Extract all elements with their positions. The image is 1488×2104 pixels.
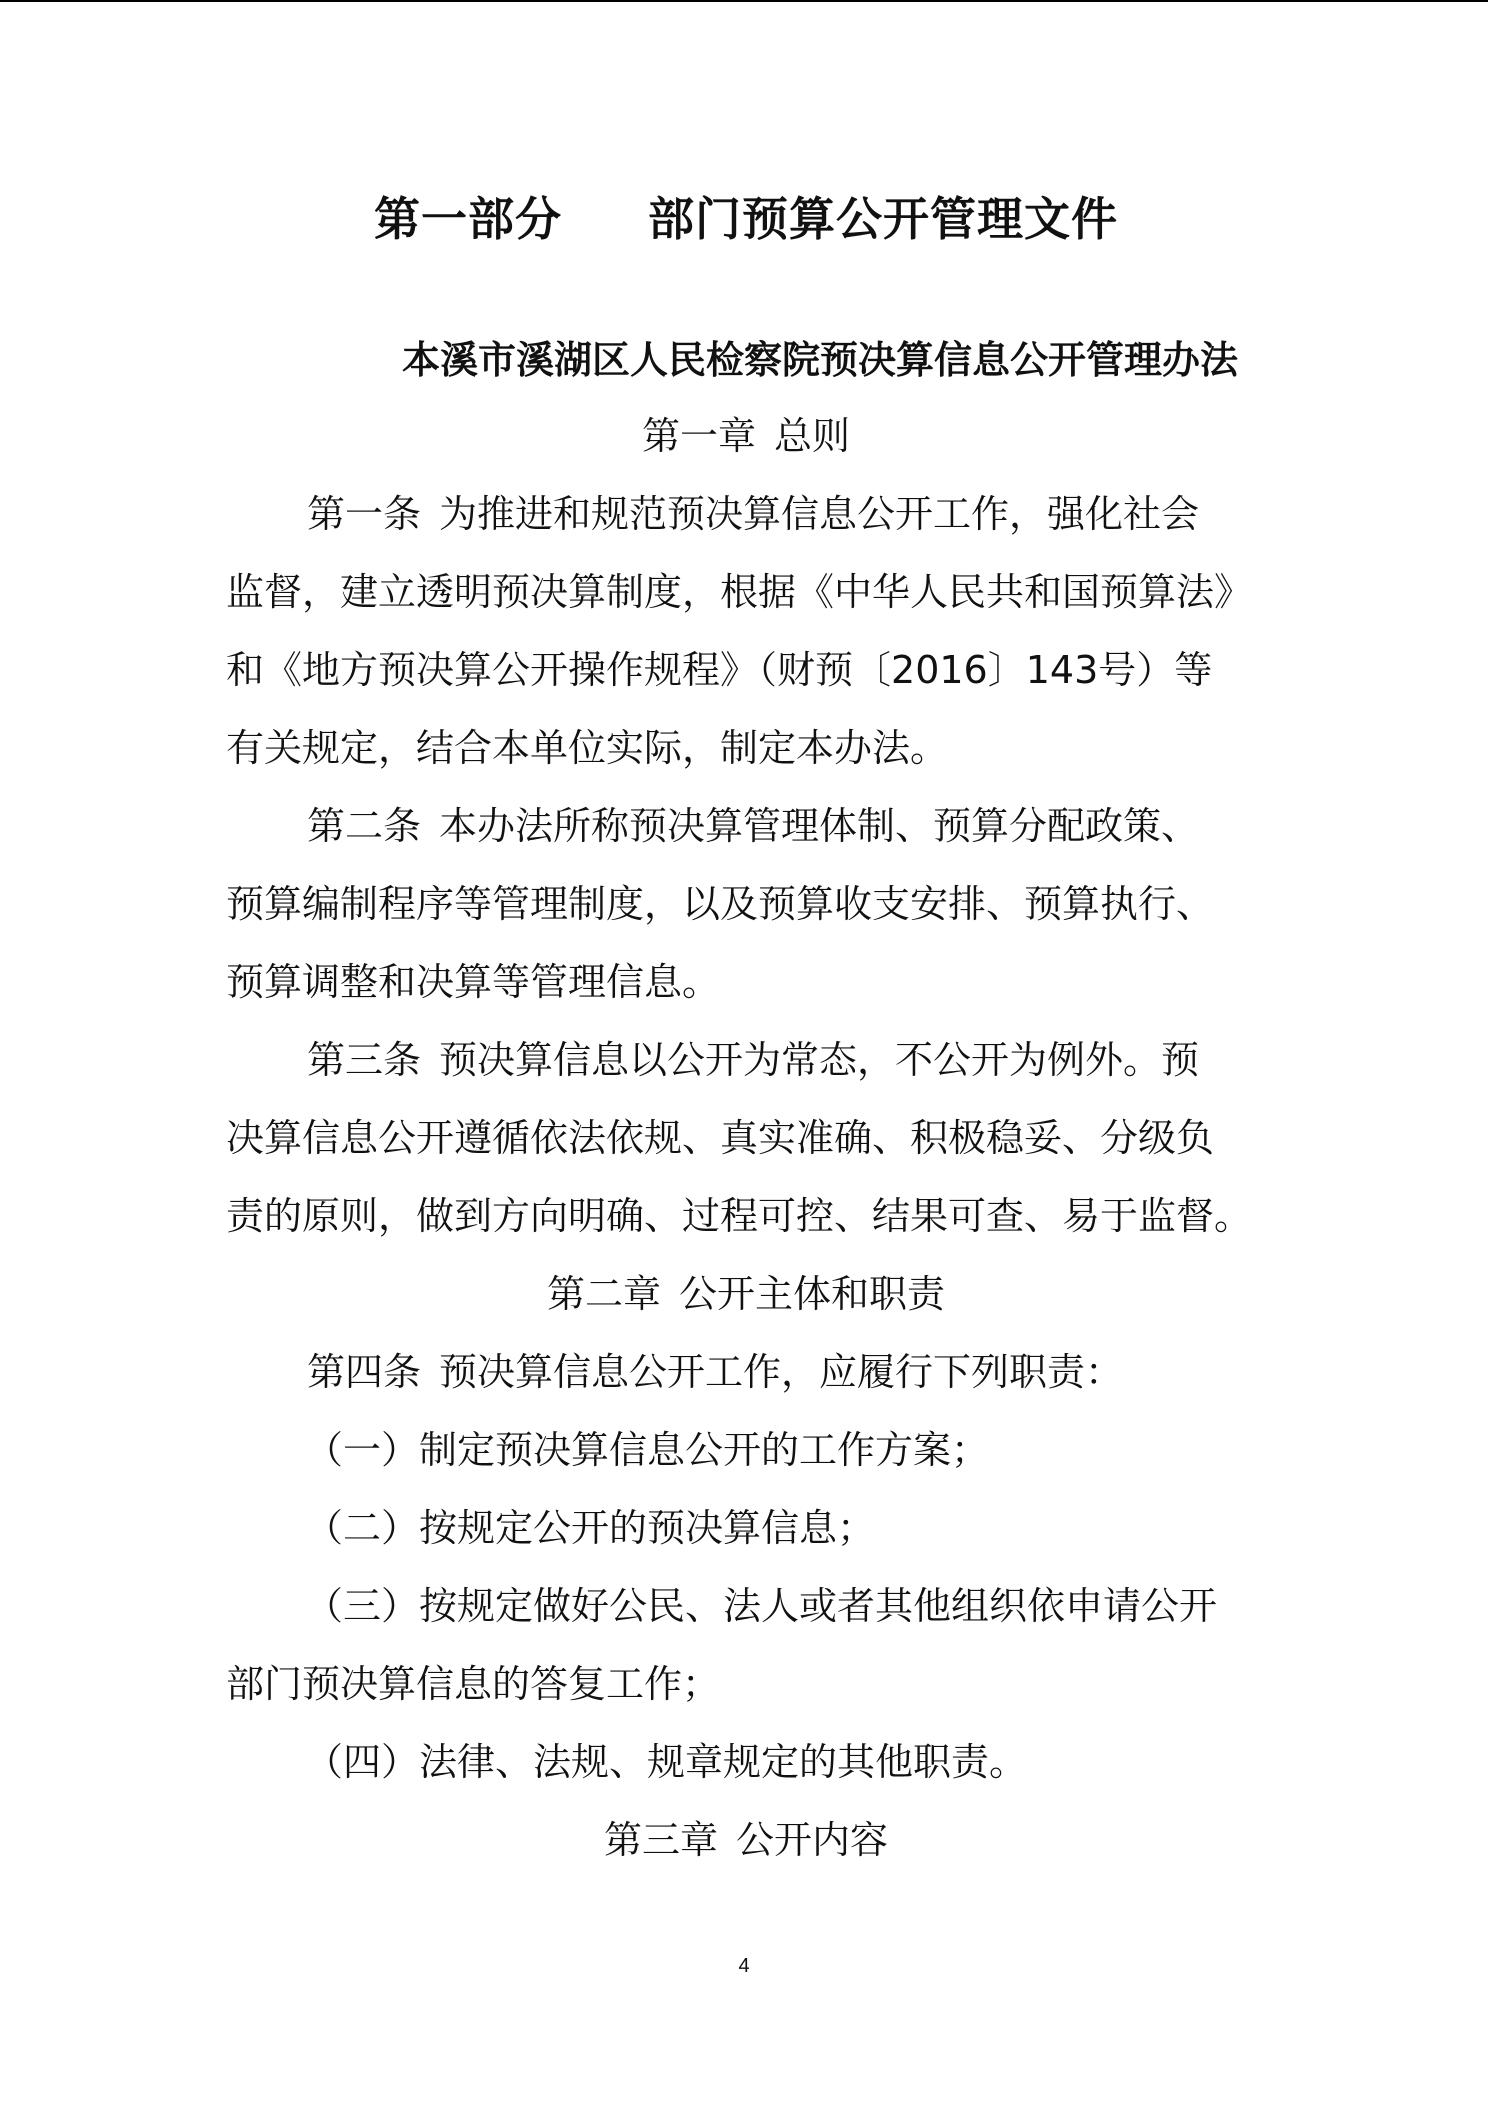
article-1-line-3-b: 〕	[987, 648, 1026, 692]
article-2-line-1	[226, 787, 1266, 865]
article-2-line-2: 预算编制程序等管理制度，以及预算收支安排、预算执行、	[226, 882, 1215, 926]
chapter-2-heading	[226, 1255, 1266, 1333]
article-3-line-1	[226, 1021, 1266, 1099]
chapter-3-heading	[226, 1801, 1266, 1879]
article-4-label: 第四条	[307, 1350, 422, 1394]
chapter-1-heading	[226, 397, 1266, 475]
article-1-line-3-a: 和《地方预决算公开操作规程》（财预〔	[226, 648, 892, 692]
chapter-3-number: 第三章	[603, 1818, 718, 1862]
article-1-line-4: 有关规定，结合本单位实际，制定本办法。	[226, 726, 949, 770]
article-1-line-2: 监督，建立透明预决算制度，根据《中华人民共和国预算法》	[226, 570, 1253, 614]
article-2-label: 第二条	[307, 804, 422, 848]
article-4-item-3-line-2: 部门预决算信息的答复工作；	[226, 1662, 721, 1706]
article-4-item-1: （一）制定预决算信息公开的工作方案；	[305, 1428, 990, 1472]
part-title	[226, 180, 1266, 258]
article-2-text: 本办法所称预决算管理体制、预算分配政策、	[439, 804, 1200, 848]
article-3-line-2: 决算信息公开遵循依法依规、真实准确、积极稳妥、分级负	[226, 1116, 1215, 1160]
article-2-line-3: 预算调整和决算等管理信息。	[226, 960, 721, 1004]
article-4-item-2: （二）按规定公开的预决算信息；	[305, 1506, 876, 1550]
article-3-label: 第三条	[307, 1038, 422, 1082]
part-heading: 部门预算公开管理文件	[648, 192, 1118, 246]
article-4-item-4: （四）法律、法规、规章规定的其他职责。	[305, 1740, 1028, 1784]
article-1-label: 第一条	[307, 492, 422, 536]
article-1-line-1	[226, 475, 1266, 553]
page-number: 4	[738, 1955, 750, 1977]
article-1-doc-number: 143	[1025, 648, 1099, 692]
chapter-2-number: 第二章	[546, 1272, 661, 1316]
article-1-line-3	[226, 631, 1266, 709]
chapter-3-title: 公开内容	[736, 1818, 889, 1862]
article-3-text: 预决算信息以公开为常态，不公开为例外。预	[439, 1038, 1200, 1082]
article-4-item-3-line-1: （三）按规定做好公民、法人或者其他组织依申请公开	[305, 1584, 1218, 1628]
document-title: 本溪市溪湖区人民检察院预决算信息公开管理办法	[401, 338, 1238, 382]
article-1-text: 为推进和规范预决算信息公开工作，强化社会	[439, 492, 1200, 536]
article-4-line-1	[226, 1333, 1266, 1411]
part-label: 第一部分	[374, 192, 562, 246]
top-border	[0, 0, 1488, 2]
chapter-1-number: 第一章	[641, 414, 756, 458]
article-1-line-3-c: 号）等	[1098, 648, 1213, 692]
article-4-text: 预决算信息公开工作，应履行下列职责：	[439, 1350, 1124, 1394]
chapter-1-title: 总则	[774, 414, 851, 458]
article-3-line-3: 责的原则，做到方向明确、过程可控、结果可查、易于监督。	[226, 1194, 1253, 1238]
article-1-year: 2016	[891, 648, 988, 692]
chapter-2-title: 公开主体和职责	[679, 1272, 946, 1316]
